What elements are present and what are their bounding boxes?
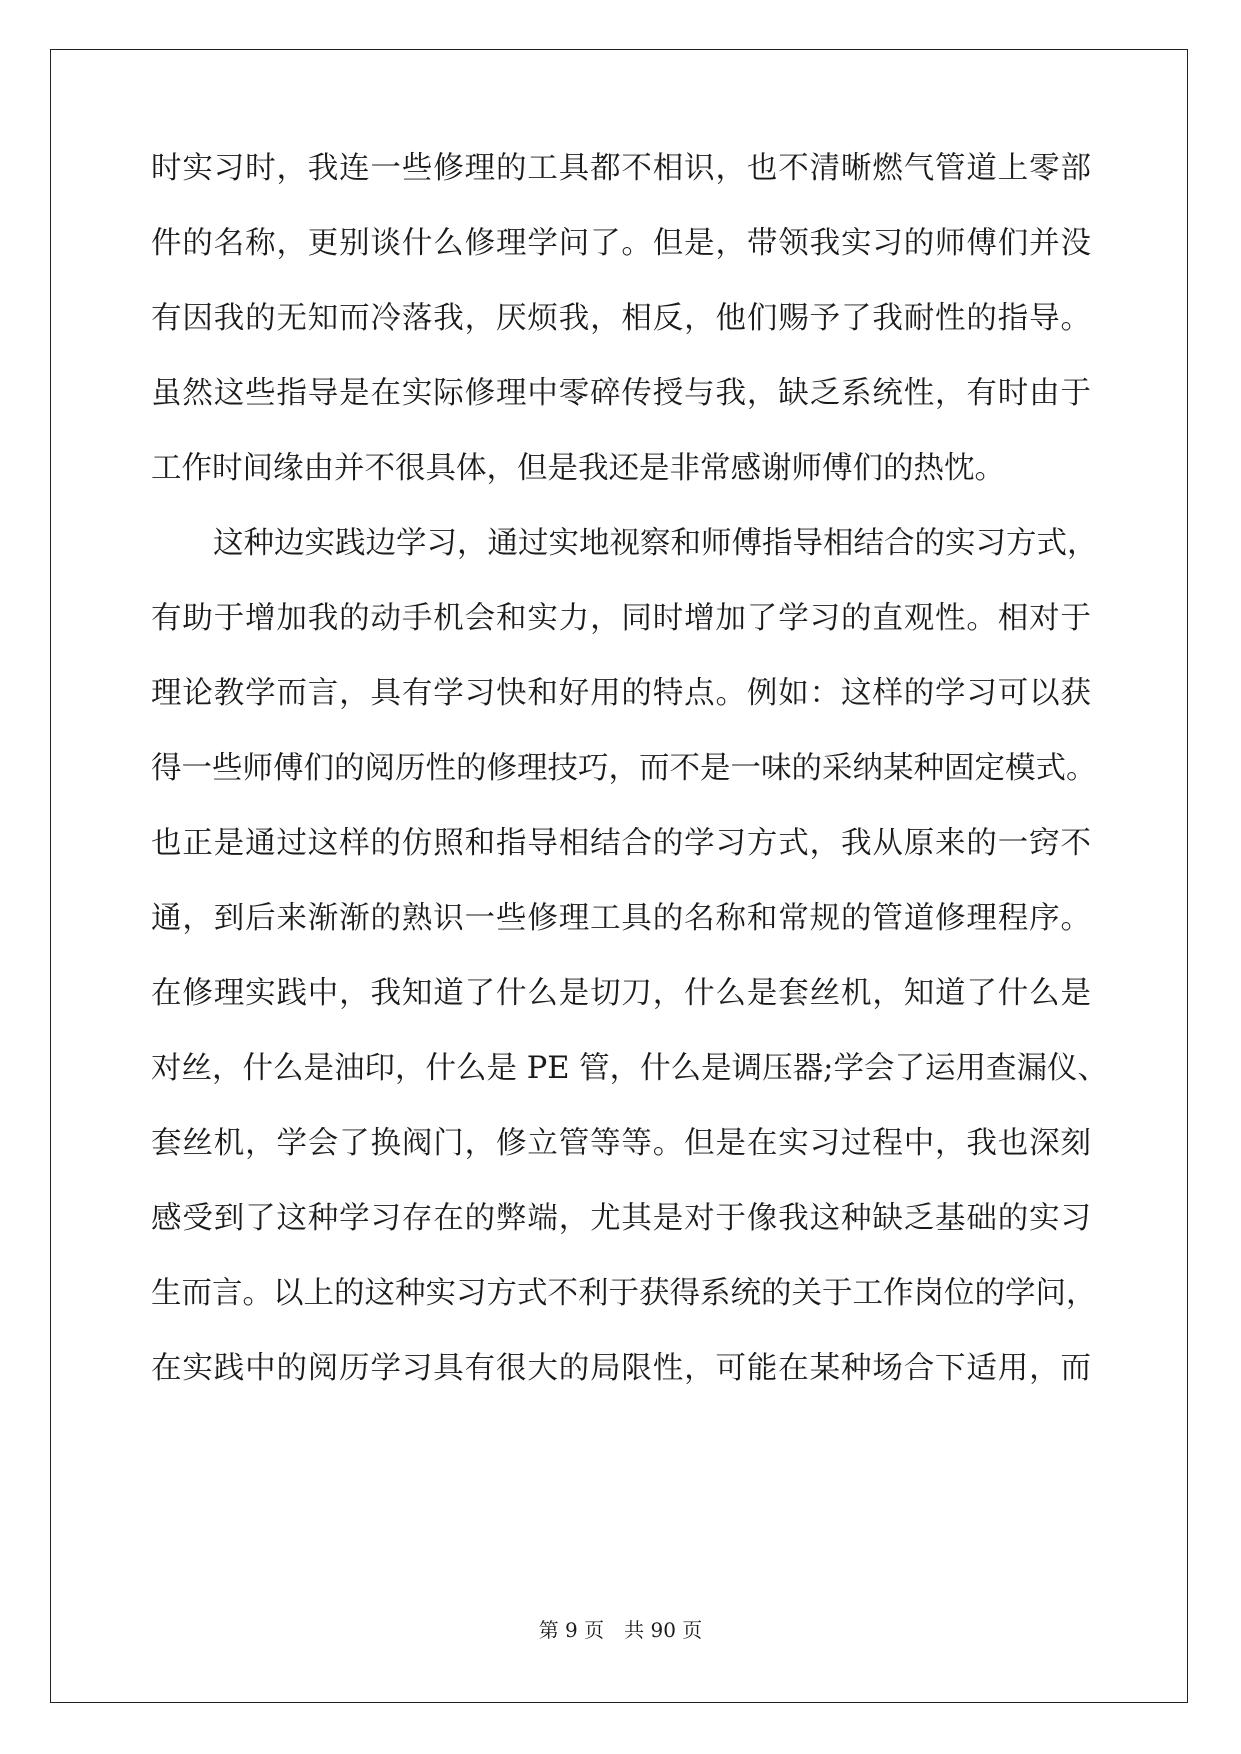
page-footer bbox=[0, 1614, 1241, 1643]
text-line: 时实习时，我连一些修理的工具都不相识，也不清晰燃气管道上零部 bbox=[151, 151, 1091, 186]
text-line: 感受到了这种学习存在的弊端，尤其是对于像我这种缺乏基础的实习 bbox=[151, 1201, 1091, 1236]
text-line: 有因我的无知而冷落我，厌烦我，相反，他们赐予了我耐性的指导。 bbox=[151, 301, 1091, 336]
text-line: 通，到后来渐渐的熟识一些修理工具的名称和常规的管道修理程序。 bbox=[151, 901, 1091, 936]
text-line: 理论教学而言，具有学习快和好用的特点。例如：这样的学习可以获 bbox=[151, 676, 1091, 711]
text-line: 得一些师傅们的阅历性的修理技巧，而不是一味的采纳某种固定模式。 bbox=[151, 751, 1097, 786]
text-line: 在修理实践中，我知道了什么是切刀，什么是套丝机，知道了什么是 bbox=[151, 976, 1091, 1011]
text-line: 工作时间缘由并不很具体，但是我还是非常感谢师傅们的热忱。 bbox=[151, 451, 1005, 486]
text-line: 件的名称，更别谈什么修理学问了。但是，带领我实习的师傅们并没 bbox=[151, 226, 1091, 261]
text-line: 有助于增加我的动手机会和实力，同时增加了学习的直观性。相对于 bbox=[151, 601, 1091, 636]
text-line: 套丝机，学会了换阀门，修立管等等。但是在实习过程中，我也深刻 bbox=[151, 1126, 1091, 1161]
text-line: 也正是通过这样的仿照和指导相结合的学习方式，我从原来的一窍不 bbox=[151, 826, 1091, 861]
page-number: 第 9 页 bbox=[538, 1618, 605, 1642]
paragraph-start-line: 这种边实践边学习，通过实地视察和师傅指导相结合的实习方式， bbox=[213, 526, 1098, 561]
text-line: 生而言。以上的这种实习方式不利于获得系统的关于工作岗位的学问， bbox=[151, 1276, 1097, 1311]
text-line: 虽然这些指导是在实际修理中零碎传授与我，缺乏系统性，有时由于 bbox=[151, 376, 1091, 411]
page-total: 共 90 页 bbox=[624, 1618, 703, 1642]
text-line: 在实践中的阅历学习具有很大的局限性，可能在某种场合下适用，而 bbox=[151, 1351, 1091, 1386]
text-line: 对丝，什么是油印，什么是 PE 管，什么是调压器;学会了运用查漏仪、 bbox=[151, 1051, 1108, 1086]
